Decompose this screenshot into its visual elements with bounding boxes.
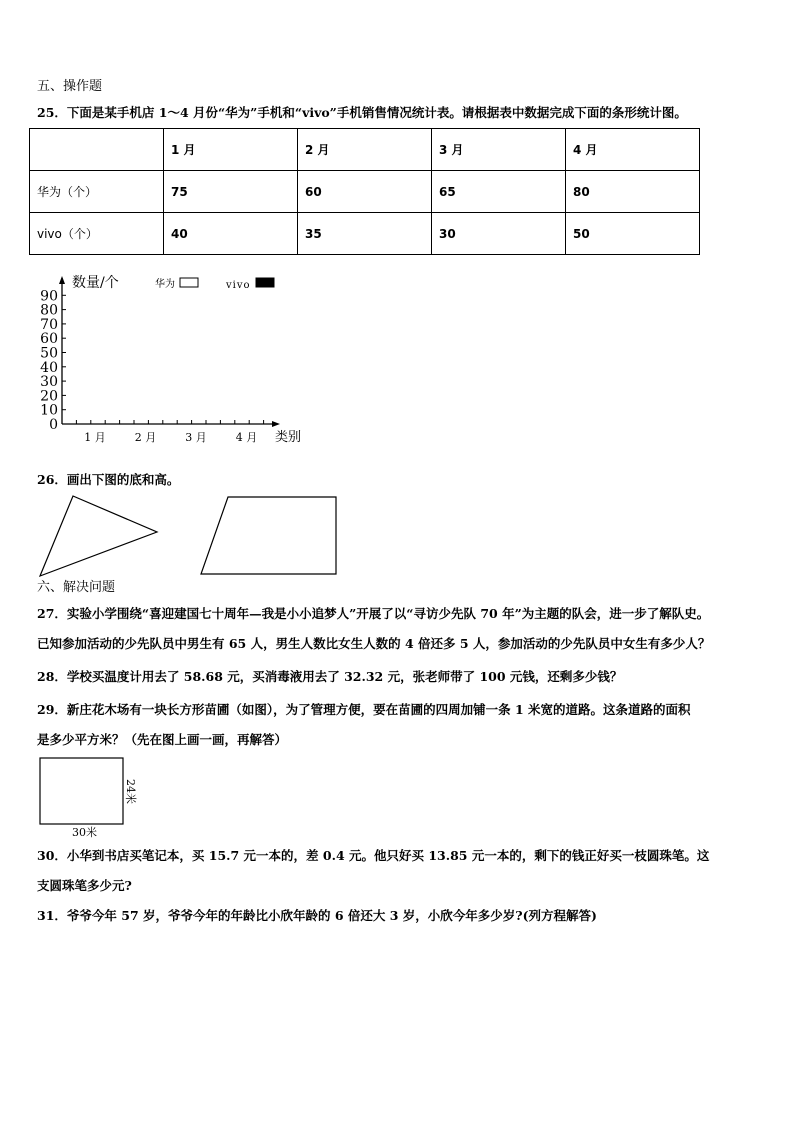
- nursery-rectangle: [40, 758, 123, 824]
- legend-label-huawei: 华为: [155, 279, 175, 290]
- y-tick-label: 60: [40, 331, 58, 348]
- legend-swatch-vivo: [256, 278, 274, 287]
- question-27-line2: 已知参加活动的少先队员中男生有 65 人，男生人数比女生人数的 4 倍还多 5 人，参加活动的少先队员中女生有多少人？: [37, 636, 711, 651]
- table-header-cell: [30, 129, 164, 171]
- table-cell: 30: [432, 213, 566, 255]
- question-26: 26．画出下图的底和高。: [37, 472, 180, 487]
- section-heading-operation: 五、操作题: [37, 79, 103, 94]
- question-30-line1: 30．小华到书店买笔记本，买 15.7 元一本的，差 0.4 元。他只好买 13.85 元一本的，剩下的钱正好买一枝圆珠笔。这: [37, 848, 710, 863]
- table-header-cell: 3 月: [432, 129, 566, 171]
- x-category-label: 4 月: [235, 431, 258, 444]
- sales-table: [29, 128, 700, 255]
- x-category-label: 1 月: [84, 431, 106, 444]
- y-tick-label: 80: [40, 302, 58, 319]
- y-axis-title: 数量/个: [72, 275, 119, 291]
- question-31: 31．爷爷今年 57 岁，爷爷今年的年龄比小欣年龄的 6 倍还大 3 岁，小欣今年多少岁?(列方程解答): [37, 908, 597, 923]
- x-axis-arrow: [272, 421, 280, 427]
- y-tick-label: 20: [40, 388, 58, 405]
- table-cell: 40: [164, 213, 298, 255]
- table-cell: 75: [164, 171, 298, 213]
- table-cell: 35: [298, 213, 432, 255]
- x-axis-title: 类别: [275, 430, 302, 445]
- table-row-label: vivo（个）: [30, 213, 164, 255]
- y-tick-label: 90: [40, 288, 58, 305]
- table-row-label: 华为（个）: [30, 171, 164, 213]
- triangle-shape: [40, 496, 157, 576]
- y-tick-label: 30: [40, 374, 58, 391]
- question-27-line1: 27．实验小学围绕“喜迎建国七十周年—我是小小追梦人”开展了以“寻访少先队 70 年”为主题的队会，进一步了解队史。: [37, 606, 710, 621]
- trapezoid-shape: [201, 497, 336, 574]
- y-tick-label: 50: [40, 345, 58, 362]
- legend-label-vivo: vivo: [226, 280, 251, 291]
- x-category-label: 2 月: [134, 431, 157, 444]
- question-25: 25．下面是某手机店 1～4 月份“华为”手机和“vivo”手机销售情况统计表。请根据表中数据完成下面的条形统计图。: [37, 105, 687, 120]
- table-cell: 65: [432, 171, 566, 213]
- geometry-figures: [0, 490, 360, 582]
- table-cell: 50: [566, 213, 700, 255]
- section-heading-solve: 六、解决问题: [37, 580, 116, 595]
- y-tick-label: 10: [40, 402, 58, 419]
- table-cell: 60: [298, 171, 432, 213]
- rect-width-label: 30米: [72, 826, 97, 839]
- question-28: 28．学校买温度计用去了 58.68 元，买消毒液用去了 32.32 元，张老师带了 100 元钱，还剩多少钱？: [37, 669, 623, 684]
- table-row: [30, 213, 700, 255]
- rect-height-label: 24米: [124, 779, 137, 804]
- y-tick-label: 40: [40, 359, 58, 376]
- y-tick-label: 70: [40, 316, 58, 333]
- question-29-line2: 是多少平方米？（先在图上画一画，再解答）: [37, 732, 288, 747]
- table-row: [30, 171, 700, 213]
- table-header-cell: 1 月: [164, 129, 298, 171]
- y-axis-arrow: [59, 276, 65, 284]
- rectangle-nursery-figure: [0, 752, 160, 842]
- x-category-label: 3 月: [185, 431, 207, 444]
- question-30-line2: 支圆珠笔多少元?: [37, 878, 132, 893]
- legend-swatch-huawei: [180, 278, 198, 287]
- table-cell: 80: [566, 171, 700, 213]
- y-tick-label: 0: [49, 417, 58, 433]
- table-header-cell: 2 月: [298, 129, 432, 171]
- question-29-line1: 29．新庄花木场有一块长方形苗圃（如图），为了管理方便，要在苗圃的四周加铺一条 1 米宽的道路。这条道路的面积: [37, 702, 691, 717]
- table-header-row: [30, 129, 700, 171]
- table-header-cell: 4 月: [566, 129, 700, 171]
- blank-bar-chart: [0, 262, 340, 452]
